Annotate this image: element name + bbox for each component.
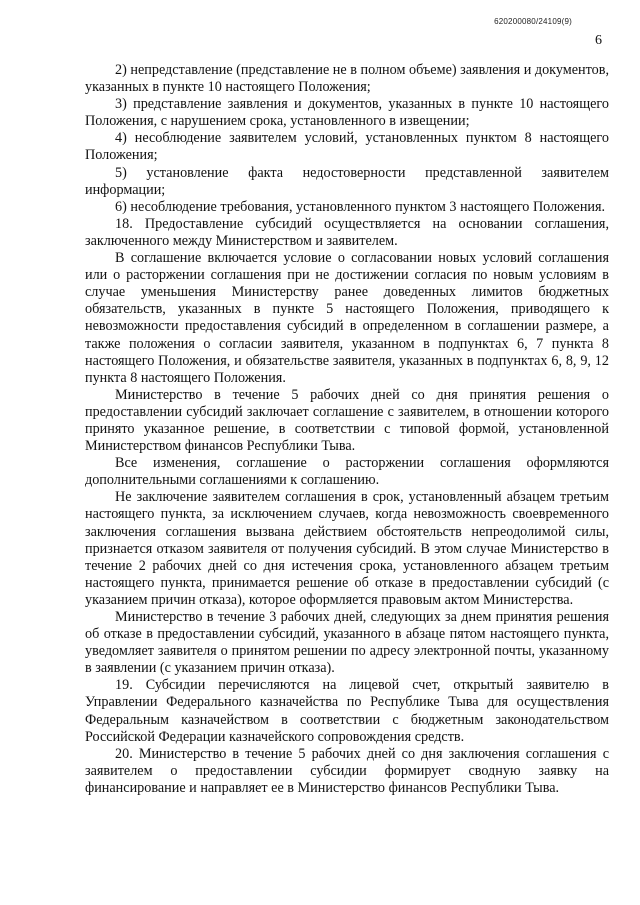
paragraph-item-3: 3) представление заявления и документов, указанных в пункте 10 настоящего Положения, с нарушением срока, установленного в извещении; [85,96,609,130]
paragraph-18-agreement: 18. Предоставление субсидий осуществляется на основании соглашения, заключенного между Министерством и заявителем. [85,215,609,249]
paragraph-refusal: Не заключение заявителем соглашения в срок, установленный абзацем третьим настоящего пункта, за исключением случаев, когда невозможность своевременного заключения соглашения вызвана действием обстоятельств непреодолимой силы, признается отказом заявителя от получения субсидий. В этом случае Министерство в течение 2 рабочих дней со дня истечения срока, установленного абзацем третьим настоящего пункта, принимается решение об отказе в предоставлении субсидий (с указанием причин отказа), которое оформляется правовым актом Министерства. [85,489,609,608]
paragraph-item-4: 4) несоблюдение заявителем условий, установленных пунктом 8 настоящего Положения; [85,130,609,164]
paragraph-amendments: Все изменения, соглашение о расторжении соглашения оформляются дополнительными соглашениями к соглашению. [85,455,609,489]
page-number: 6 [595,33,602,48]
paragraph-20-financing: 20. Министерство в течение 5 рабочих дней со дня заключения соглашения с заявителем о предоставлении субсидии формирует сводную заявку на финансирование и направляет ее в Министерство финансов Республики Тыва. [85,745,609,796]
paragraph-agreement-conditions: В соглашение включается условие о согласовании новых условий соглашения или о расторжении соглашения при не достижении согласия по новым условиям в случае уменьшения Министерству ранее доведенных лимитов бюджетных обязательств, указанных в пункте 5 настоящего Положения, приводящего к невозможности предоставления субсидий в определенном в соглашении размере, а также положения о согласии заявителя, указанном в подпунктах 6, 7 пункта 8 настоящего Положения, и обязательстве заявителя, указанных в подпунктах 6, 8, 9, 12 пункта 8 настоящего Положения. [85,250,609,386]
paragraph-item-5: 5) установление факта недостоверности представленной заявителем информации; [85,164,609,198]
document-body [85,62,609,797]
paragraph-item-2: 2) непредставление (представление не в полном объеме) заявления и документов, указанных в пункте 10 настоящего Положения; [85,62,609,96]
document-code: 620200080/24109(9) [494,17,572,26]
paragraph-item-6: 6) несоблюдение требования, установленного пунктом 3 настоящего Положения. [115,198,606,215]
paragraph-agreement-conclusion: Министерство в течение 5 рабочих дней со дня принятия решения о предоставлении субсидий заключает соглашение с заявителем, в отношении которого принято указанное решение, в соответствии с типовой формой, установленной Министерством финансов Республики Тыва. [85,386,609,455]
paragraph-notification: Министерство в течение 3 рабочих дней, следующих за днем принятия решения об отказе в предоставлении субсидий, указанного в абзаце пятом настоящего пункта, уведомляет заявителя о принятом решении по адресу электронной почты, указанному в заявлении (с указанием причин отказа). [85,609,609,677]
paragraph-19-transfer: 19. Субсидии перечисляются на лицевой счет, открытый заявителю в Управлении Федерального казначейства по Республике Тыва для осуществления Федеральным казначейством в соответствии с бюджетным законодательством Российской Федерации казначейского сопровождения средств. [85,677,609,745]
